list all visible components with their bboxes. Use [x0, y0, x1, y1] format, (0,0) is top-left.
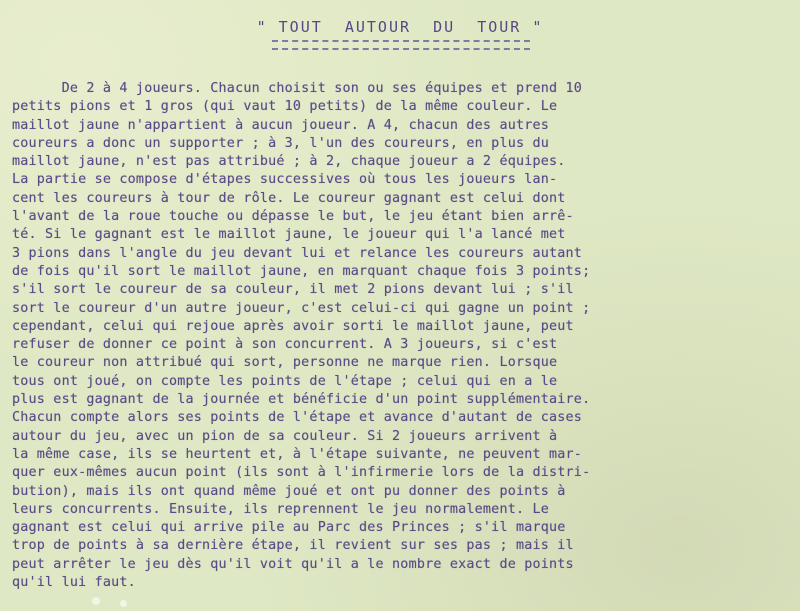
underline-row [272, 48, 530, 53]
text-line: l'avant de la roue touche ou dépasse le but, le jeu étant bien arrê- [12, 209, 574, 225]
document-body [12, 80, 792, 592]
text-line: De 2 à 4 joueurs. Chacun choisit son ou ses équipes et prend 10 [12, 81, 583, 96]
text-line: gagnant est celui qui arrive pile au Parc des Princes ; s'il marque [12, 520, 566, 536]
text-line: té. Si le gagnant est le maillot jaune, le joueur qui l'a lancé met [12, 227, 566, 243]
text-line: cependant, celui qui rejoue après avoir sorti le maillot jaune, peut [12, 318, 574, 334]
text-line: bution), mais ils ont quand même joué et ont pu donner des points à [12, 483, 566, 499]
paper-blemish [120, 600, 127, 607]
text-line: Chacun compte alors ses points de l'étape et avance d'autant de cases [12, 410, 583, 426]
text-line: cent les coureurs à tour de rôle. Le coureur gagnant est celui dont [12, 190, 566, 206]
text-line: le coureur non attribué qui sort, personne ne marque rien. Lorsque [12, 355, 558, 371]
text-line: petits pions et 1 gros (qui vaut 10 petits) de la même couleur. Le [12, 99, 558, 115]
text-line: coureurs a donc un supporter ; à 3, l'un des coureurs, en plus du [12, 135, 550, 151]
text-line: sort le coureur d'un autre joueur, c'est celui-ci qui gagne un point ; [12, 300, 591, 316]
text-line: quer eux-mêmes aucun point (ils sont à l'infirmerie lors de la distri- [12, 465, 591, 481]
paper-blemish [92, 597, 100, 605]
text-line: autour du jeu, avec un pion de sa couleur. Si 2 joueurs arrivent à [12, 428, 558, 444]
text-line: La partie se compose d'étapes successives où tous les joueurs lan- [12, 172, 558, 188]
text-line: s'il sort le coureur de sa couleur, il met 2 pions devant lui ; s'il [12, 282, 574, 298]
text-line: de fois qu'il sort le maillot jaune, en marquant chaque fois 3 points; [12, 263, 591, 279]
title-underline [272, 40, 530, 54]
text-line: maillot jaune, n'est pas attribué ; à 2, chaque joueur a 2 équipes. [12, 154, 566, 170]
text-line: 3 pions dans l'angle du jeu devant lui et relance les coureurs autant [12, 245, 583, 261]
document-title: " TOUT AUTOUR DU TOUR " [256, 18, 544, 36]
text-line: plus est gagnant de la journée et bénéficie d'un point supplémentaire. [12, 392, 591, 408]
underline-row [272, 40, 530, 45]
text-line: qu'il lui faut. [12, 575, 136, 591]
text-line: la même case, ils se heurtent et, à l'étape suivante, ne peuvent mar- [12, 446, 583, 462]
text-line: tous ont joué, on compte les points de l'étape ; celui qui en a le [12, 373, 558, 389]
text-line: leurs concurrents. Ensuite, ils reprennent le jeu normalement. Le [12, 501, 550, 517]
text-line: refuser de donner ce point à son concurrent. A 3 joueurs, si c'est [12, 337, 558, 353]
text-line: peut arrêter le jeu dès qu'il voit qu'il a le nombre exact de points [12, 556, 574, 572]
text-line: maillot jaune n'appartient à aucun joueur. A 4, chacun des autres [12, 117, 550, 133]
text-line: trop de points à sa dernière étape, il revient sur ses pas ; mais il [12, 538, 574, 554]
